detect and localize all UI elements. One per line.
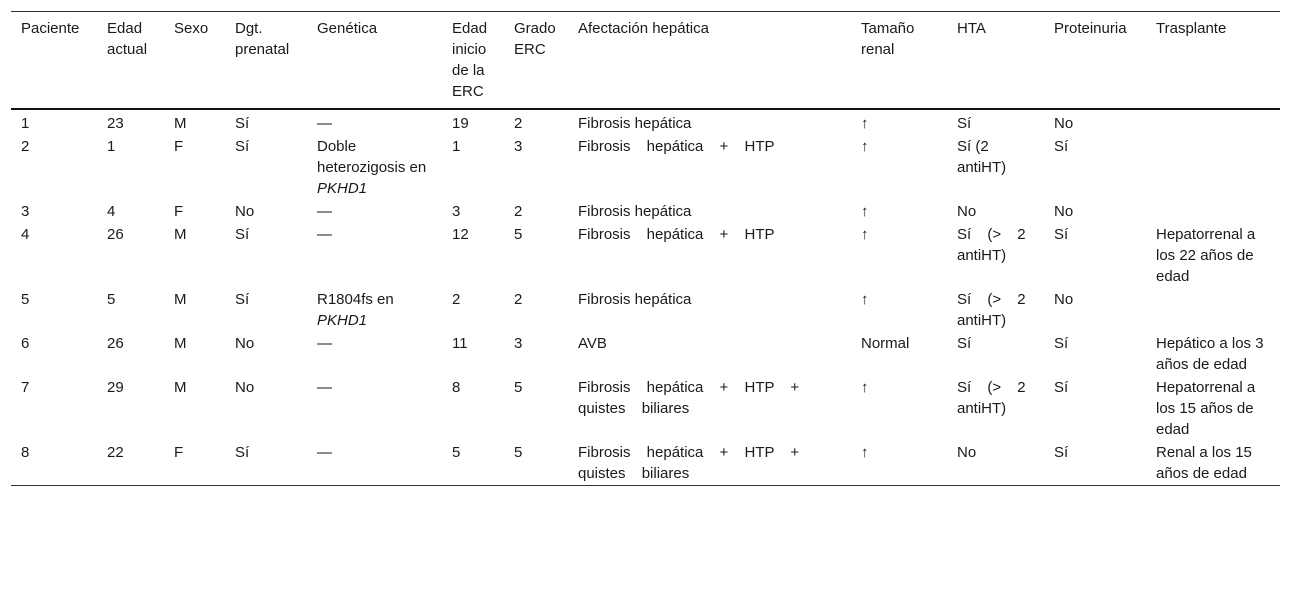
cell-hepatica: Fibrosis hepática + HTP	[578, 226, 775, 243]
col-header-dgt-prenatal: Dgt. prenatal	[235, 20, 290, 58]
table-row	[11, 332, 1280, 376]
cell-proteinuria: Sí	[1054, 379, 1069, 396]
col-header-genetica: Genética	[317, 20, 378, 37]
genetica-text: R1804fs en	[317, 291, 394, 308]
cell-trasplante	[1146, 109, 1280, 135]
clinical-table-container	[11, 11, 1280, 486]
table-row	[11, 288, 1280, 332]
cell-trasplante: Hepatorrenal a los 15 años de edad	[1156, 379, 1256, 438]
gene-name: PKHD1	[317, 312, 368, 329]
cell-dgt: No	[235, 379, 255, 396]
table-body	[11, 109, 1280, 486]
cell-trasplante	[1146, 135, 1280, 200]
cell-sexo: M	[174, 379, 187, 396]
cell-dgt: Sí	[235, 291, 250, 308]
cell-trasplante: Hepatorrenal a los 22 años de edad	[1156, 226, 1256, 285]
cell-proteinuria: Sí	[1054, 138, 1069, 155]
cell-proteinuria: Sí	[1054, 226, 1069, 243]
cell-edad: 22	[107, 444, 124, 461]
cell-renal: ↑	[861, 444, 869, 461]
cell-hta: Sí (> 2 antiHT)	[957, 379, 1026, 417]
cell-inicio: 2	[452, 291, 461, 308]
cell-paciente: 1	[21, 115, 30, 132]
cell-grado: 3	[514, 138, 523, 155]
table-row	[11, 109, 1280, 135]
cell-edad: 1	[107, 138, 116, 155]
col-header-edad-inicio-erc: Edad inicio de la ERC	[452, 20, 488, 100]
cell-genetica	[307, 376, 442, 441]
cell-sexo: M	[174, 226, 187, 243]
cell-proteinuria: No	[1054, 115, 1074, 132]
cell-grado: 2	[514, 291, 523, 308]
cell-hepatica: Fibrosis hepática + HTP + quistes biliares	[578, 444, 800, 482]
cell-dgt: Sí	[235, 138, 250, 155]
cell-renal: ↑	[861, 138, 869, 155]
col-header-edad-actual: Edad actual	[107, 20, 148, 58]
cell-grado: 5	[514, 444, 523, 461]
cell-genetica	[307, 109, 442, 135]
cell-paciente: 3	[21, 203, 30, 220]
col-header-grado-erc: Grado ERC	[514, 20, 556, 58]
cell-hta: Sí (> 2 antiHT)	[957, 226, 1026, 264]
col-header-proteinuria: Proteinuria	[1054, 20, 1127, 37]
col-header-hta: HTA	[957, 20, 986, 37]
genetica-text: —	[317, 444, 332, 461]
cell-trasplante	[1146, 200, 1280, 223]
genetica-text: —	[317, 115, 332, 132]
cell-dgt: Sí	[235, 115, 250, 132]
gene-name: PKHD1	[317, 180, 368, 197]
cell-paciente: 2	[21, 138, 30, 155]
cell-grado: 2	[514, 203, 523, 220]
cell-inicio: 1	[452, 138, 461, 155]
cell-edad: 5	[107, 291, 116, 308]
cell-hepatica: Fibrosis hepática	[578, 115, 692, 132]
cell-proteinuria: No	[1054, 291, 1074, 308]
cell-hepatica: Fibrosis hepática	[578, 291, 692, 308]
genetica-text: —	[317, 379, 332, 396]
cell-genetica	[307, 223, 442, 288]
cell-renal: ↑	[861, 226, 869, 243]
cell-genetica	[307, 332, 442, 376]
cell-paciente: 8	[21, 444, 30, 461]
col-header-afectacion-hepatica: Afectación hepática	[578, 20, 709, 37]
cell-dgt: No	[235, 203, 255, 220]
genetica-text: —	[317, 226, 332, 243]
cell-inicio: 8	[452, 379, 461, 396]
cell-trasplante: Renal a los 15 años de edad	[1156, 444, 1252, 482]
cell-inicio: 12	[452, 226, 469, 243]
table-row	[11, 376, 1280, 441]
cell-proteinuria: No	[1054, 203, 1074, 220]
cell-edad: 29	[107, 379, 124, 396]
cell-sexo: F	[174, 444, 184, 461]
cell-proteinuria: Sí	[1054, 335, 1069, 352]
cell-sexo: M	[174, 335, 187, 352]
table-row	[11, 135, 1280, 200]
cell-sexo: F	[174, 138, 184, 155]
cell-genetica	[307, 288, 442, 332]
cell-hepatica: AVB	[578, 335, 607, 352]
table-row	[11, 441, 1280, 486]
cell-proteinuria: Sí	[1054, 444, 1069, 461]
cell-trasplante	[1146, 288, 1280, 332]
cell-renal: ↑	[861, 379, 869, 396]
cell-genetica	[307, 200, 442, 223]
cell-edad: 26	[107, 226, 124, 243]
cell-dgt: Sí	[235, 444, 250, 461]
cell-renal: ↑	[861, 291, 869, 308]
cell-edad: 4	[107, 203, 116, 220]
cell-sexo: F	[174, 203, 184, 220]
cell-renal: ↑	[861, 115, 869, 132]
cell-paciente: 6	[21, 335, 30, 352]
cell-genetica	[307, 441, 442, 486]
table-header	[11, 12, 1280, 110]
cell-hepatica: Fibrosis hepática + HTP	[578, 138, 775, 155]
cell-paciente: 5	[21, 291, 30, 308]
patients-table	[11, 11, 1280, 486]
cell-hepatica: Fibrosis hepática + HTP + quistes biliares	[578, 379, 800, 417]
cell-grado: 3	[514, 335, 523, 352]
col-header-trasplante: Trasplante	[1156, 20, 1227, 37]
cell-sexo: M	[174, 291, 187, 308]
cell-inicio: 19	[452, 115, 469, 132]
cell-hta: No	[957, 444, 977, 461]
cell-edad: 23	[107, 115, 124, 132]
cell-trasplante: Hepático a los 3 años de edad	[1156, 335, 1264, 373]
cell-dgt: Sí	[235, 226, 250, 243]
header-row	[11, 12, 1280, 110]
table-row	[11, 223, 1280, 288]
cell-renal: ↑	[861, 203, 869, 220]
cell-hta: Sí	[957, 115, 972, 132]
cell-hta: Sí	[957, 335, 972, 352]
cell-edad: 26	[107, 335, 124, 352]
col-header-paciente: Paciente	[21, 20, 80, 37]
table-row	[11, 200, 1280, 223]
cell-renal: Normal	[861, 335, 910, 352]
genetica-text: —	[317, 203, 332, 220]
cell-genetica	[307, 135, 442, 200]
cell-grado: 5	[514, 379, 523, 396]
cell-hepatica: Fibrosis hepática	[578, 203, 692, 220]
cell-sexo: M	[174, 115, 187, 132]
genetica-text: —	[317, 335, 332, 352]
genetica-text: Doble heterozigosis en	[317, 138, 427, 176]
cell-grado: 2	[514, 115, 523, 132]
cell-hta: No	[957, 203, 977, 220]
cell-inicio: 3	[452, 203, 461, 220]
cell-paciente: 7	[21, 379, 30, 396]
col-header-tamano-renal: Tamaño renal	[861, 20, 915, 58]
cell-dgt: No	[235, 335, 255, 352]
cell-inicio: 5	[452, 444, 461, 461]
cell-hta: Sí (> 2 antiHT)	[957, 291, 1026, 329]
cell-hta: Sí (2 antiHT)	[957, 138, 1007, 176]
cell-inicio: 11	[452, 335, 468, 352]
cell-paciente: 4	[21, 226, 30, 243]
cell-grado: 5	[514, 226, 523, 243]
col-header-sexo: Sexo	[174, 20, 209, 37]
